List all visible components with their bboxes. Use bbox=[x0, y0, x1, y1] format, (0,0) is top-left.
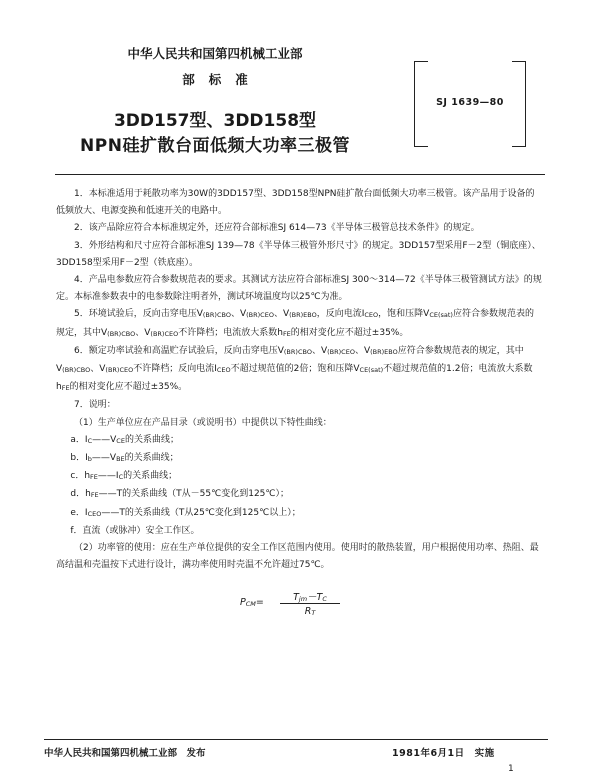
clause-6: 6．额定功率试验和高温贮存试验后，反向击穿电压V(BR)CBO、V(BR)CEO、V(BR)EBO应符合参数规范表的规定，其中V(BR)CBO、V(BR)CEO不许降档；反向电流ICEO不超过规范值的2倍；饱和压降VCE(sat)不超过规范值的1.2倍；电流放大系数hFE的相对变化应不超过±35%。 bbox=[56, 345, 533, 393]
effective-date: 1981年6月1日 实施 bbox=[392, 748, 495, 759]
top-rule bbox=[55, 174, 545, 175]
clause-5: 5．环境试验后，反向击穿电压V(BR)CBO、V(BR)CEO、V(BR)EBO，反向电流ICEO，饱和压降VCE(sat)应符合参数规范表的规定，其中V(BR)CBO、V(BR)CEO不许降档；电流放大系数hFE的相对变化应不超过±35%。 bbox=[56, 309, 534, 338]
clause-4: 4．产品电参数应符合参数规范表的要求。其测试方法应符合部标准SJ 300～314—72《半导体三极管测试方法》的规定。本标准参数表中的电参数除注明者外，测试环境温度均以25℃为准。 bbox=[56, 275, 542, 303]
bottom-rule bbox=[44, 739, 548, 740]
formula-denominator: RT bbox=[304, 606, 316, 617]
body-text bbox=[56, 186, 542, 574]
standard-code: SJ 1639—80 bbox=[436, 97, 504, 108]
standard-label: 部标准 bbox=[182, 72, 262, 87]
power-formula bbox=[240, 589, 360, 629]
clause-7-1: （1）生产单位应在产品目录（或说明书）中提供以下特性曲线： bbox=[74, 417, 332, 428]
clause-1: 1．本标准适用于耗散功率为30W的3DD157型、3DD158型NPN硅扩散台面低频大功率三极管。该产品用于设备的低频放大、电源变换和低速开关的电路中。 bbox=[56, 189, 535, 217]
issuer: 中华人民共和国第四机械工业部 发布 bbox=[44, 748, 206, 759]
curve-item-e: e．ICEO——T的关系曲线（T从25℃变化到125℃以上）； bbox=[70, 507, 301, 518]
clause-7-2: （2）功率管的使用：应在生产单位提供的安全工作区范围内使用。使用时的散热装置，用户根据使用功率、热阻、最高结温和壳温按下式进行设计，满功率使用时壳温不允许超过75℃。 bbox=[56, 543, 539, 571]
standard-code-box bbox=[414, 61, 526, 147]
curve-item-d: d．hFE——T的关系曲线（T从－55℃变化到125℃）； bbox=[70, 489, 290, 500]
curve-item-c: c．hFE——IC的关系曲线； bbox=[70, 471, 178, 482]
formula-numerator: Tjm－TC bbox=[293, 592, 327, 603]
curve-item-b: b．Ib——VBE的关系曲线； bbox=[70, 453, 179, 464]
clause-2: 2．该产品除应符合本标准规定外，还应符合部标准SJ 614—73《半导体三极管总技术条件》的规定。 bbox=[74, 223, 480, 234]
curve-item-f: f．直流（或脉冲）安全工作区。 bbox=[70, 525, 200, 536]
curve-item-a: a．IC——VCE的关系曲线； bbox=[70, 434, 179, 445]
formula-lhs: PCM= bbox=[240, 597, 264, 608]
title-line-2: NPN硅扩散台面低频大功率三极管 bbox=[80, 136, 350, 156]
ministry-name: 中华人民共和国第四机械工业部 bbox=[127, 46, 303, 61]
page-number: 1 bbox=[508, 764, 514, 774]
clause-7: 7．说明： bbox=[74, 400, 116, 411]
title-line-1: 3DD157型、3DD158型 bbox=[113, 111, 317, 131]
fraction-bar bbox=[280, 603, 340, 604]
clause-3: 3．外形结构和尺寸应符合部标准SJ 139—78《半导体三极管外形尺寸》的规定。3DD157型采用F－2型（铜底座）、3DD158型采用F－2型（铁底座）。 bbox=[56, 240, 541, 268]
